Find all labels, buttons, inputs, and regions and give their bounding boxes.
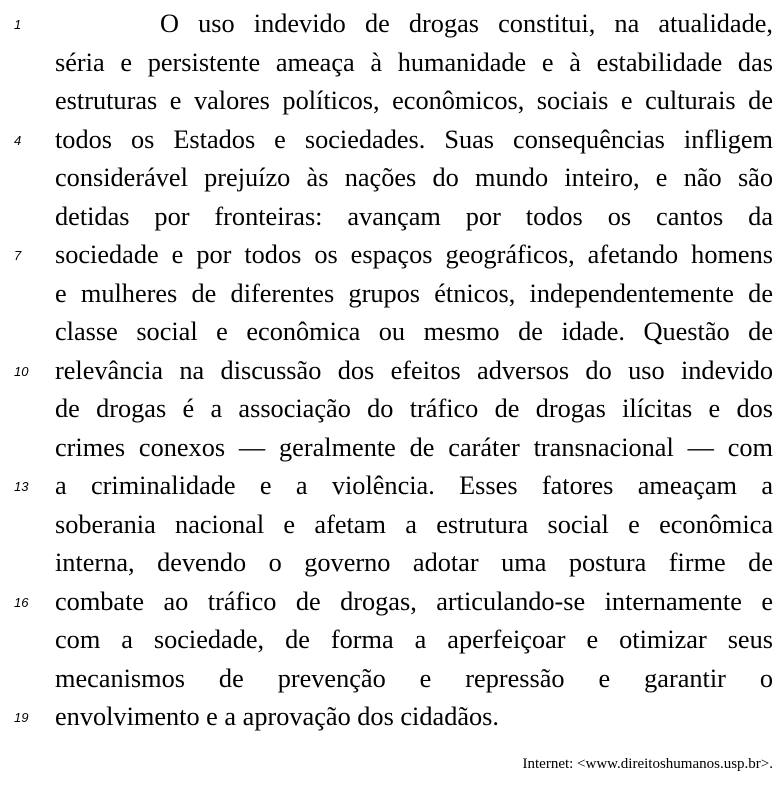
line-text: e mulheres de diferentes grupos étnicos, independentemente de [55,278,773,308]
text-line [0,544,784,583]
line-number: 16 [14,594,29,610]
line-text: séria e persistente ameaça à humanidade e à estabilidade das [55,47,773,77]
line-text: todos os Estados e sociedades. Suas consequências infligem [55,124,773,154]
text-line [0,236,784,275]
text-line [0,313,784,352]
line-text: combate ao tráfico de drogas, articulando-se internamente e [55,586,773,616]
line-number: 1 [14,17,22,32]
line-text: interna, devendo o governo adotar uma postura firme de [55,548,773,577]
text-line [0,660,784,699]
line-text: a criminalidade e a violência. Esses fatores ameaçam a [55,471,773,500]
text-line [0,429,784,468]
line-number: 7 [14,248,22,263]
line-number: 4 [14,132,22,148]
line-number: 13 [14,479,29,494]
text-line [0,159,784,198]
line-text: de drogas é a associação do tráfico de drogas ilícitas e dos [55,394,773,423]
text-line [0,121,784,160]
line-number: 10 [14,363,29,379]
text-line [0,583,784,622]
line-text: crimes conexos — geralmente de caráter transnacional — com [55,432,773,462]
line-number: 19 [14,710,29,725]
text-line [0,275,784,314]
text-line [0,352,784,391]
line-text: detidas por fronteiras: avançam por todos os cantos da [55,201,773,231]
text-line [0,621,784,660]
text-line [0,82,784,121]
line-text: estruturas e valores políticos, econômicos, sociais e culturais de [55,86,773,115]
text-line [0,44,784,83]
text-line [0,506,784,545]
line-text: relevância na discussão dos efeitos adversos do uso indevido [55,355,773,385]
source-citation: Internet: <www.direitoshumanos.usp.br>. [522,756,773,772]
line-text: soberania nacional e afetam a estrutura social e econômica [55,509,773,539]
text-line [0,698,784,737]
text-line [0,390,784,429]
line-text: classe social e econômica ou mesmo de idade. Questão de [55,317,773,346]
line-text: envolvimento e a aprovação dos cidadãos. [55,702,499,731]
line-text: sociedade e por todos os espaços geográficos, afetando homens [55,240,773,269]
line-text: considerável prejuízo às nações do mundo inteiro, e não são [55,163,773,192]
line-text: mecanismos de prevenção e repressão e garantir o [55,663,773,693]
line-text: O uso indevido de drogas constitui, na atualidade, [160,9,773,38]
text-line [0,467,784,506]
line-text: com a sociedade, de forma a aperfeiçoar e otimizar seus [55,625,773,654]
text-line [0,5,784,44]
text-line [0,198,784,237]
